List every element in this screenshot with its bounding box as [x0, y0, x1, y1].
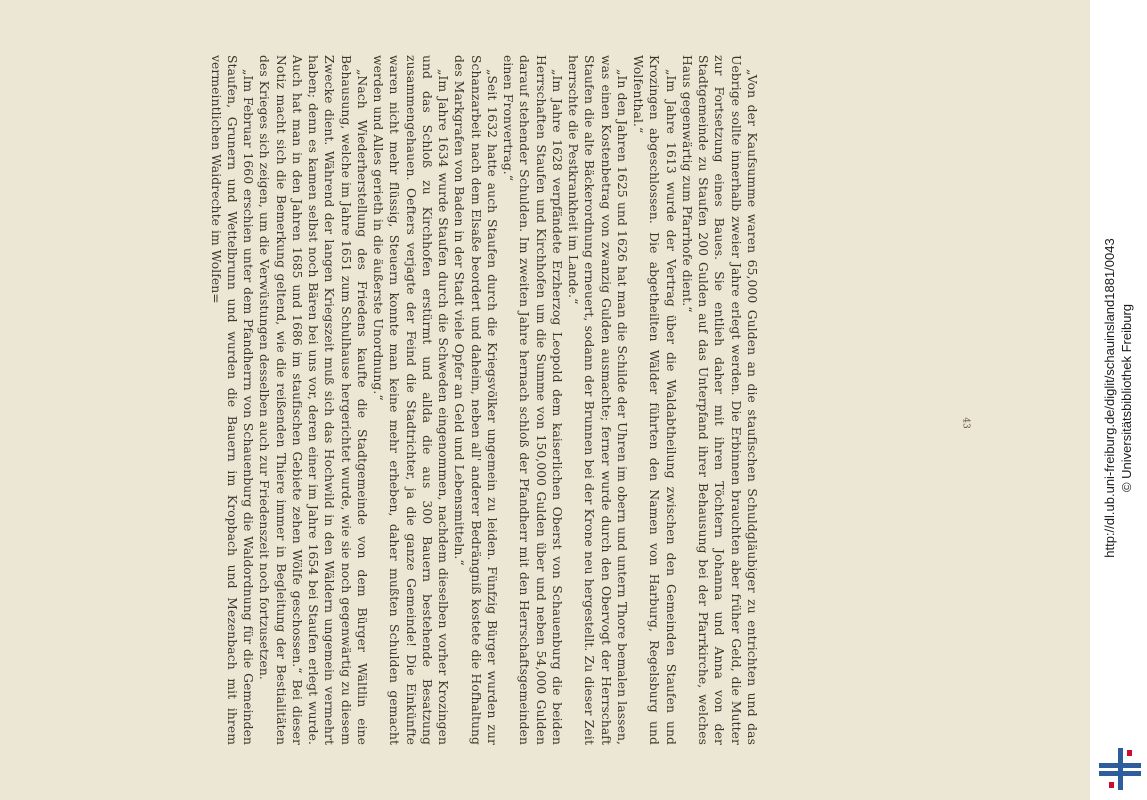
- paragraph: „Im Jahre 1628 verpfändete Erzherzog Leopold dem kaiserlichen Oberst von Schauenburg die beiden Herrschaften Staufen und Kirchhofen um die Summe von 150,000 Gulden über und neben 54,000 Gulden darauf stehender Schulden. Im zweiten Jahre hernach schloß der Pfandherr mit den Herrschaftsgemeinden einen Fronvertrag.“: [501, 55, 564, 745]
- paragraph: „Im Februar 1660 erschien unter dem Pfandherrn von Schauenburg die Waldordnung für die Gemeinden Staufen, Grunern und Wettelbrunn und wurden die Bauern im Kropbach und Mezenbach mit ihrem vermeintlichen Waidrechte im Wolfen=: [208, 55, 256, 745]
- paragraph: „Nach Wiederherstellung des Friedens kaufte die Stadtgemeinde von dem Bürger Wältlin eine Behausung, welche im Jahre 1651 zum Schulhause hergerichtet wurde, wie sie noch gegenwärtig zu diesem Zwecke dient. Während der langen Kriegszeit muß sich das Hochwild in den Wäldern ungemein vermehrt haben; denn es kamen selbst noch Bären bei uns vor, deren einer im Jahre 1654 bei Staufen erlegt wurde. Auch hat man in den Jahren 1685 und 1686 im staufischen Gebiete zehen Wölfe geschossen.“ Bei dieser Notiz macht sich die Bemerkung geltend, wie die reißenden Thiere immer in Begleitung der Bestialitäten des Krieges sich zeigen, um die Verwüstungen desselben auch zur Friedenszeit noch fortzusetzen.: [257, 55, 369, 745]
- paragraph: „Von der Kaufsumme waren 65,000 Gulden an die staufischen Schuldgläubiger zu entrichten und das Uebrige sollte innerhalb zweier Jahre erlegt werden. Die Erbinnen brauchten aber früher Geld, die Mutter zur Fortsetzung eines Baues. Sie entlieh daher mit ihren Töchtern Johanna und Anna von der Stadtgemeinde zu Staufen 200 Gulden auf das Unterpfand ihrer Behausung bei der Pfarrkirche, welches Haus gegenwärtig zum Pfarrhofe dient.“: [680, 55, 759, 745]
- paragraph: „Seit 1632 hatte auch Staufen durch die Kriegsvölker ungemein zu leiden. Fünfzig Bürger wurden zur Schanzarbeit nach dem Elsaße beordert und daheim, neben all' anderer Bedrängniß kostete die Hofhaltung des Markgrafen von Baden in der Stadt viele Opfer an Geld und Lebensmitteln.“: [452, 55, 499, 745]
- copyright-notice: © Universitätsbibliothek Freiburg: [1119, 303, 1134, 493]
- paragraph: „In den Jahren 1625 und 1626 hat man die Schilde der Uhren im obern und untern Thore bemalen lassen, was einen Kostenbetrag von zwanzig Gulden ausmachte; ferner wurde durch den Obervogt der Herrschaft Staufen die alte Bäckerordnung erneuert, sodann der Brunnen bei der Krone neu hergestellt. Zu dieser Zeit herrschte die Pestkrankheit im Lande.“: [566, 55, 629, 745]
- page-number: 43: [960, 417, 971, 429]
- paragraph: „Im Jahre 1634 wurde Staufen durch die Schweden eingenommen, nachdem dieselben vorher Krozingen und das Schloß zu Kirchhofen erstürmt und allda die aus 300 Bauern bestehende Besatzung zusammengehauen. Oefters verjagte der Feind die Stadtrichter, ja die ganze Gemeinde! Die Einkünfte waren nicht mehr flüssig, Steuern konnte man keine mehr erheben, daher mußten Schulden gemacht werden und Alles gerieth in die äußerste Unordnung.“: [371, 55, 451, 745]
- ub-freiburg-logo-icon: [1097, 746, 1143, 792]
- sidebar-caption: [1101, 3, 1135, 793]
- page-text-block: [208, 55, 760, 745]
- paragraph: „Im Jahre 1613 wurde der Vertrag über die Waldabtheilung zwischen den Gemeinden Staufen und Krozingen abgeschlossen. Die abgetheilten Wälder führten den Namen von Harburg, Regelsburg und Wolfenthal.“: [631, 55, 678, 745]
- source-url-link[interactable]: http://dl.ub.uni-freiburg.de/diglit/schauinsland1881/0043: [1102, 238, 1117, 558]
